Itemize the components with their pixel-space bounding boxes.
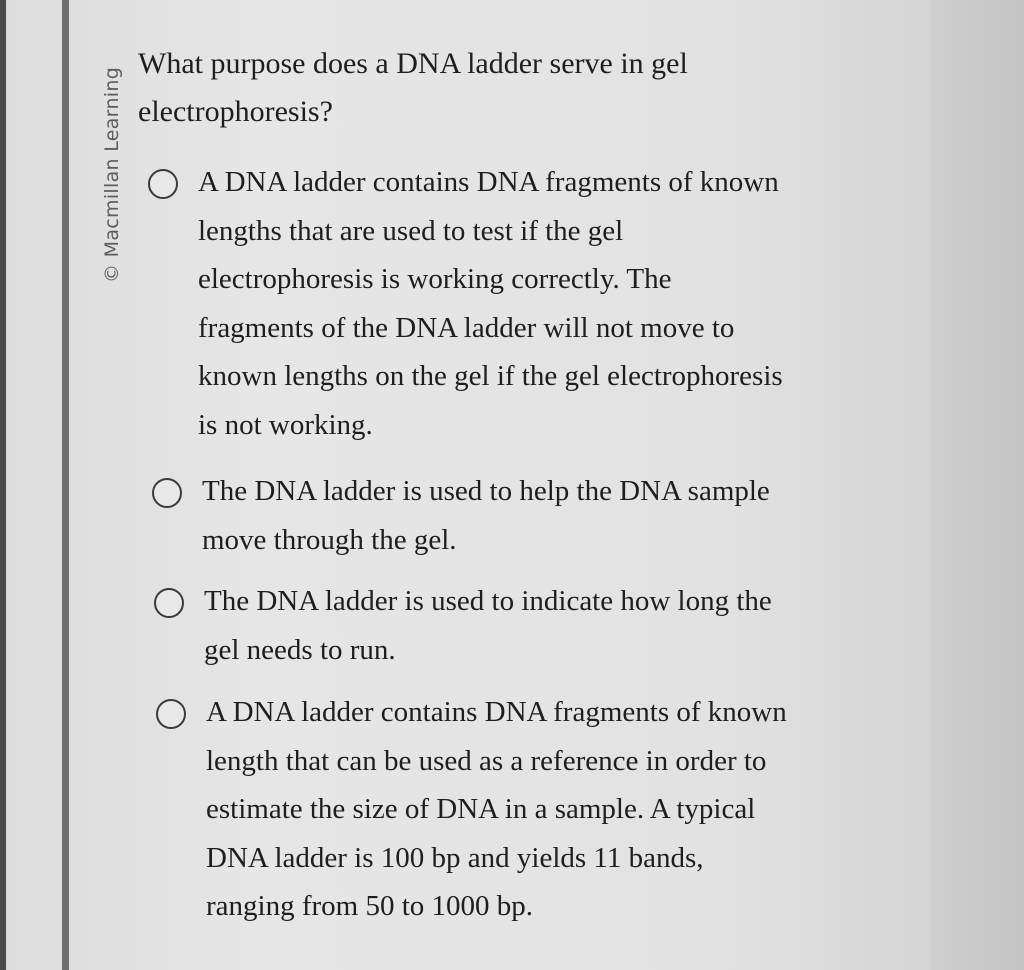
answer-line: estimate the size of DNA in a sample. A typical	[206, 793, 756, 825]
copyright-watermark	[88, 25, 123, 295]
answer-line: known lengths on the gel if the gel electrophoresis	[198, 360, 783, 392]
answer-option-text	[198, 158, 878, 449]
question-text	[138, 40, 838, 136]
answer-line: DNA ladder is 100 bp and yields 11 bands,	[206, 841, 704, 874]
question-line: What purpose does a DNA ladder serve in gel	[138, 47, 688, 80]
answer-line: length that can be used as a reference in order to	[206, 744, 767, 777]
answer-line: ranging from 50 to 1000 bp.	[206, 890, 534, 922]
radio-button[interactable]	[156, 699, 186, 729]
answer-line: fragments of the DNA ladder will not move to	[198, 311, 735, 344]
answer-line: lengths that are used to test if the gel	[198, 214, 624, 247]
answer-line: A DNA ladder contains DNA fragments of known	[198, 166, 779, 198]
radio-button[interactable]	[148, 169, 178, 199]
radio-button[interactable]	[154, 588, 184, 618]
answer-option-text	[204, 577, 884, 674]
watermark-text: © Macmillan Learning	[101, 66, 123, 283]
answer-line: electrophoresis is working correctly. The	[198, 263, 672, 295]
answer-line: move through the gel.	[202, 523, 457, 556]
radio-button[interactable]	[152, 478, 182, 508]
answer-line: A DNA ladder contains DNA fragments of known	[206, 696, 787, 728]
answer-option-text	[202, 467, 882, 564]
answer-line: gel needs to run.	[204, 633, 396, 666]
answer-line: is not working.	[198, 408, 373, 441]
answer-line: The DNA ladder is used to indicate how long the	[204, 585, 772, 617]
answer-line: The DNA ladder is used to help the DNA sample	[202, 475, 770, 507]
answer-option-text	[206, 688, 886, 931]
right-panel	[930, 0, 1024, 970]
left-bezel	[0, 0, 6, 970]
question-line: electrophoresis?	[138, 95, 333, 128]
sidebar-divider	[62, 0, 69, 970]
